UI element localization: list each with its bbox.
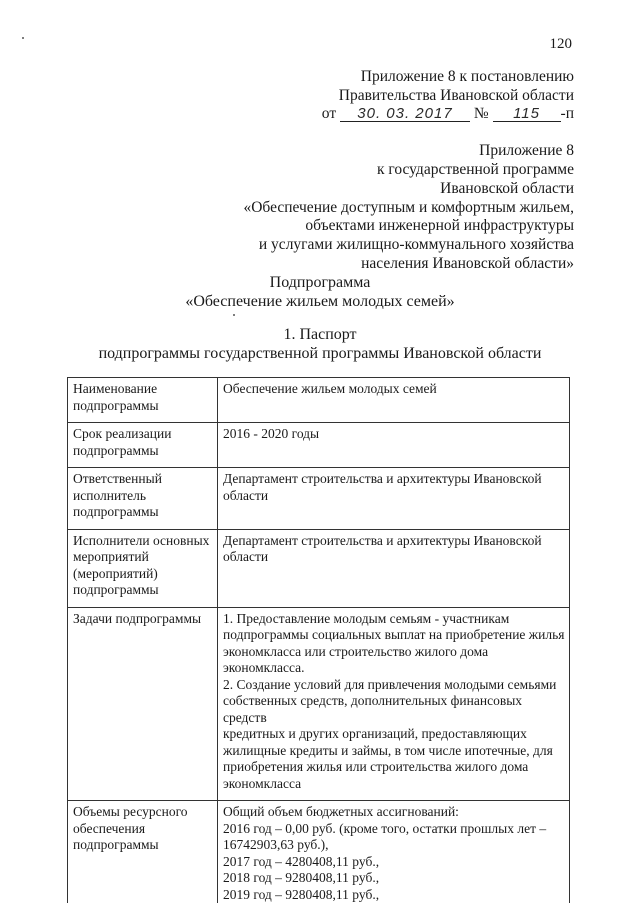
row-label-cell <box>68 607 218 801</box>
order-number: 115 <box>493 106 561 122</box>
order-ref-line3 <box>0 104 574 123</box>
row-label-line: исполнитель <box>73 487 146 503</box>
table-row <box>68 529 570 607</box>
row-label-line: подпрограммы <box>73 504 159 519</box>
row-value-line: области <box>223 487 269 503</box>
order-ref-line2: Правительства Ивановской области <box>338 87 574 104</box>
row-label-cell <box>68 468 218 530</box>
row-label-line: мероприятий <box>73 549 149 564</box>
row-label-cell <box>68 423 218 468</box>
row-label-line: Исполнители основных <box>73 532 210 548</box>
subprogram-title: «Обеспечение жильем молодых семей» <box>185 293 455 310</box>
program-ref-line: и услугами жилищно-коммунального хозяйства <box>258 236 574 253</box>
row-label-line: (мероприятий) <box>73 565 158 581</box>
row-label-cell <box>68 378 218 423</box>
row-label-line: подпрограммы <box>73 582 159 597</box>
table-row <box>68 423 570 468</box>
row-value-line: 2017 год – 4280408,11 руб., <box>223 853 380 869</box>
row-value-line: экономкласса <box>223 775 302 791</box>
order-ref-line1: Приложение 8 к постановлению <box>360 68 574 85</box>
row-label-line: подпрограммы <box>73 442 159 458</box>
program-ref-line: Приложение 8 <box>479 142 574 159</box>
row-label-line: обеспечения <box>73 820 146 836</box>
number-label: № <box>473 105 489 122</box>
row-value-line: Департамент строительства и архитектуры Ивановской <box>223 532 542 548</box>
row-value-cell <box>218 607 570 801</box>
row-value-cell <box>218 468 570 530</box>
row-value-cell <box>218 801 570 904</box>
row-label-line: Срок реализации <box>73 426 172 441</box>
row-label-line: Задачи подпрограммы <box>73 610 202 626</box>
passport-table <box>67 377 570 903</box>
program-ref-line: населения Ивановской области» <box>361 255 574 272</box>
table-row <box>68 468 570 530</box>
row-value-line: кредитных и других организаций, предоставляющих <box>223 726 527 741</box>
program-ref-line: Ивановской области <box>440 180 574 197</box>
row-label-line: подпрограммы <box>73 837 159 852</box>
row-value-cell <box>218 423 570 468</box>
row-value-line: Общий объем бюджетных ассигнований: <box>223 804 459 819</box>
row-value-line: Департамент строительства и архитектуры Ивановской <box>223 471 542 486</box>
section-subtitle: подпрограммы государственной программы Ивановской области <box>98 345 542 362</box>
program-ref-line: объектами инженерной инфраструктуры <box>305 217 574 234</box>
row-value-line: 2019 год – 9280408,11 руб., <box>223 886 380 902</box>
number-suffix: -п <box>560 105 574 122</box>
from-label: от <box>321 105 337 122</box>
row-value-line: 2018 год – 9280408,11 руб., <box>223 870 380 885</box>
table-row <box>68 801 570 904</box>
section-title: 1. Паспорт <box>283 326 357 343</box>
row-label-line: подпрограммы <box>73 397 159 413</box>
row-value-line: приобретения жилья или строительства жилого дома <box>223 759 529 774</box>
row-value-line: 1. Предоставление молодым семьям - участникам <box>223 610 510 626</box>
row-label-cell <box>68 801 218 904</box>
row-label-line: Объемы ресурсного <box>73 804 188 819</box>
row-value-line: 2016 - 2020 годы <box>223 426 320 441</box>
order-date: 30. 03. 2017 <box>340 106 470 122</box>
row-value-line: 2016 год – 0,00 руб. (кроме того, остатки прошлых лет – <box>223 820 547 836</box>
program-ref-line: «Обеспечение доступным и комфортным жильем, <box>243 199 574 216</box>
row-value-line: экономкласса или строительство жилого дома экономкласса. <box>223 643 489 675</box>
row-label-cell <box>68 529 218 607</box>
page-number: 120 <box>549 36 572 52</box>
row-value-line: Обеспечение жильем молодых семей <box>223 381 437 396</box>
row-value-cell <box>218 529 570 607</box>
row-value-line: 16742903,63 руб.), <box>223 837 329 852</box>
subprogram-label: Подпрограмма <box>269 274 371 291</box>
row-value-line: жилищные кредиты и займы, в том числе ипотечные, для <box>223 742 553 758</box>
scan-speck <box>233 314 235 316</box>
row-label-line: Ответственный <box>73 471 162 486</box>
row-label-line: Наименование <box>73 381 158 396</box>
program-ref-line: к государственной программе <box>376 161 574 178</box>
row-value-line: подпрограммы социальных выплат на приобретение жилья <box>223 627 565 642</box>
scan-speck <box>22 37 24 39</box>
row-value-line: собственных средств, дополнительных финансовых средств <box>223 693 523 725</box>
row-value-line: области <box>223 549 269 564</box>
table-row <box>68 607 570 801</box>
table-row <box>68 378 570 423</box>
row-value-line: 2. Создание условий для привлечения молодыми семьями <box>223 676 557 692</box>
row-value-cell <box>218 378 570 423</box>
